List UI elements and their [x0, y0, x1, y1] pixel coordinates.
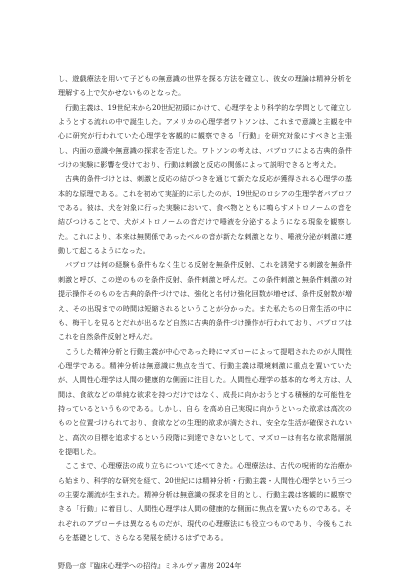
paragraph-behaviorism: 行動主義は、19世紀末から20世紀初頭にかけて、心理学をより科学的な学問として確立しようとする流れの中で誕生した。アメリカの心理学者ワトソンは、これまで意識と主観を中心に研究が行われていた心理学を客観的に観察できる「行動」を研究対象にすべきと主張し、内面の意識や無意識の探求を否定した。ワトソンの考えは、パブロフによる古典的条件づけの実験に影響を受けており、行動は刺激と反応の関係によって説明できると考えた。 — [58, 102, 352, 170]
paragraph-classical-conditioning: 古典的条件づけとは、刺激と反応の結びつきを通じて新たな反応が獲得される心理学の基本的な原理である。これを初めて実証的に示したのが、19世紀のロシアの生理学者パブロフである。彼は、犬を対象に行った実験において、食べ物とともに鳴らすメトロノームの音を結びつけることで、犬がメトロノームの音だけで唾液を分泌するようになる現象を観察した。これにより、本来は無関係であったベルの音が新たな刺激となり、唾液分泌が刺激に連動して起こるようになった。 — [58, 174, 352, 256]
citation: 野島一彦『臨床心理学への招待』ミネルヴァ書房 2024年 — [58, 561, 242, 571]
paragraph-psychoanalysis-continued: し、遊戯療法を用いて子どもの無意識の世界を探る方法を確立し、彼女の理論は精神分析を理解する上で欠かせないものとなった。 — [58, 74, 352, 98]
paragraph-summary: ここまで、心理療法の成り立ちについて述べてきた。心理療法は、古代の呪術的な治療から始まり、科学的な研究を経て、20世紀には精神分析・行動主義・人間性心理学という三つの主要な潮流が生まれた。精神分析は無意識の探求を目的とし、行動主義は客観的に観察できる「行動」に着目し、人間性心理学は人間の健康的な側面に焦点を置いたものである。それぞれのアプローチは異なるものだが、現代の心理療法にも役立つものであり、今後もこれらを基礎として、さらなる発展を続けるはずである。 — [58, 461, 352, 542]
document-body — [58, 72, 352, 574]
paragraph-humanistic-psychology: こうした精神分析と行動主義が中心であった時にマズローによって提唱されたのが人間性心理学である。精神分析は無意識に焦点を当て、行動主義は環境刺激に重点を置いていたが、人間性心理学は人間の健康的な側面に注目した。人間性心理学の基本的な考え方は、人間は、食欲などの単純な欲求を持つだけではなく、成長に向かおうとする積極的な可能性を持っているというものである。しかし、自ら を高め自己実現に向かうといった欲求は高次のものと位置づけられており、食欲などの生理的欲求が満たされ、安全な生活が確保されないと、高次の目標を追求するという段階に到達できないとして、マズローは有名な欲求階層説を提唱した。 — [58, 346, 352, 456]
paragraph-pavlov: パブロフは何の経験も条件もなく生じる反射を無条件反射、これを誘発する刺激を無条件刺激と呼び、この逆のものを条件反射、条件刺激と呼んだ。この条件刺激と無条件刺激の対提示操作そのものを古典的条件づけでは、強化と名付け強化回数が増せば、条件反射数が増え、その出現までの時間は短縮されるということが分かった。また私たちの日常生活の中にも、梅干しを見るとだれが出るなど自然に古典的条件づけ操作が行われており、パブロフはこれを自然条件反射と呼んだ。 — [58, 260, 352, 342]
